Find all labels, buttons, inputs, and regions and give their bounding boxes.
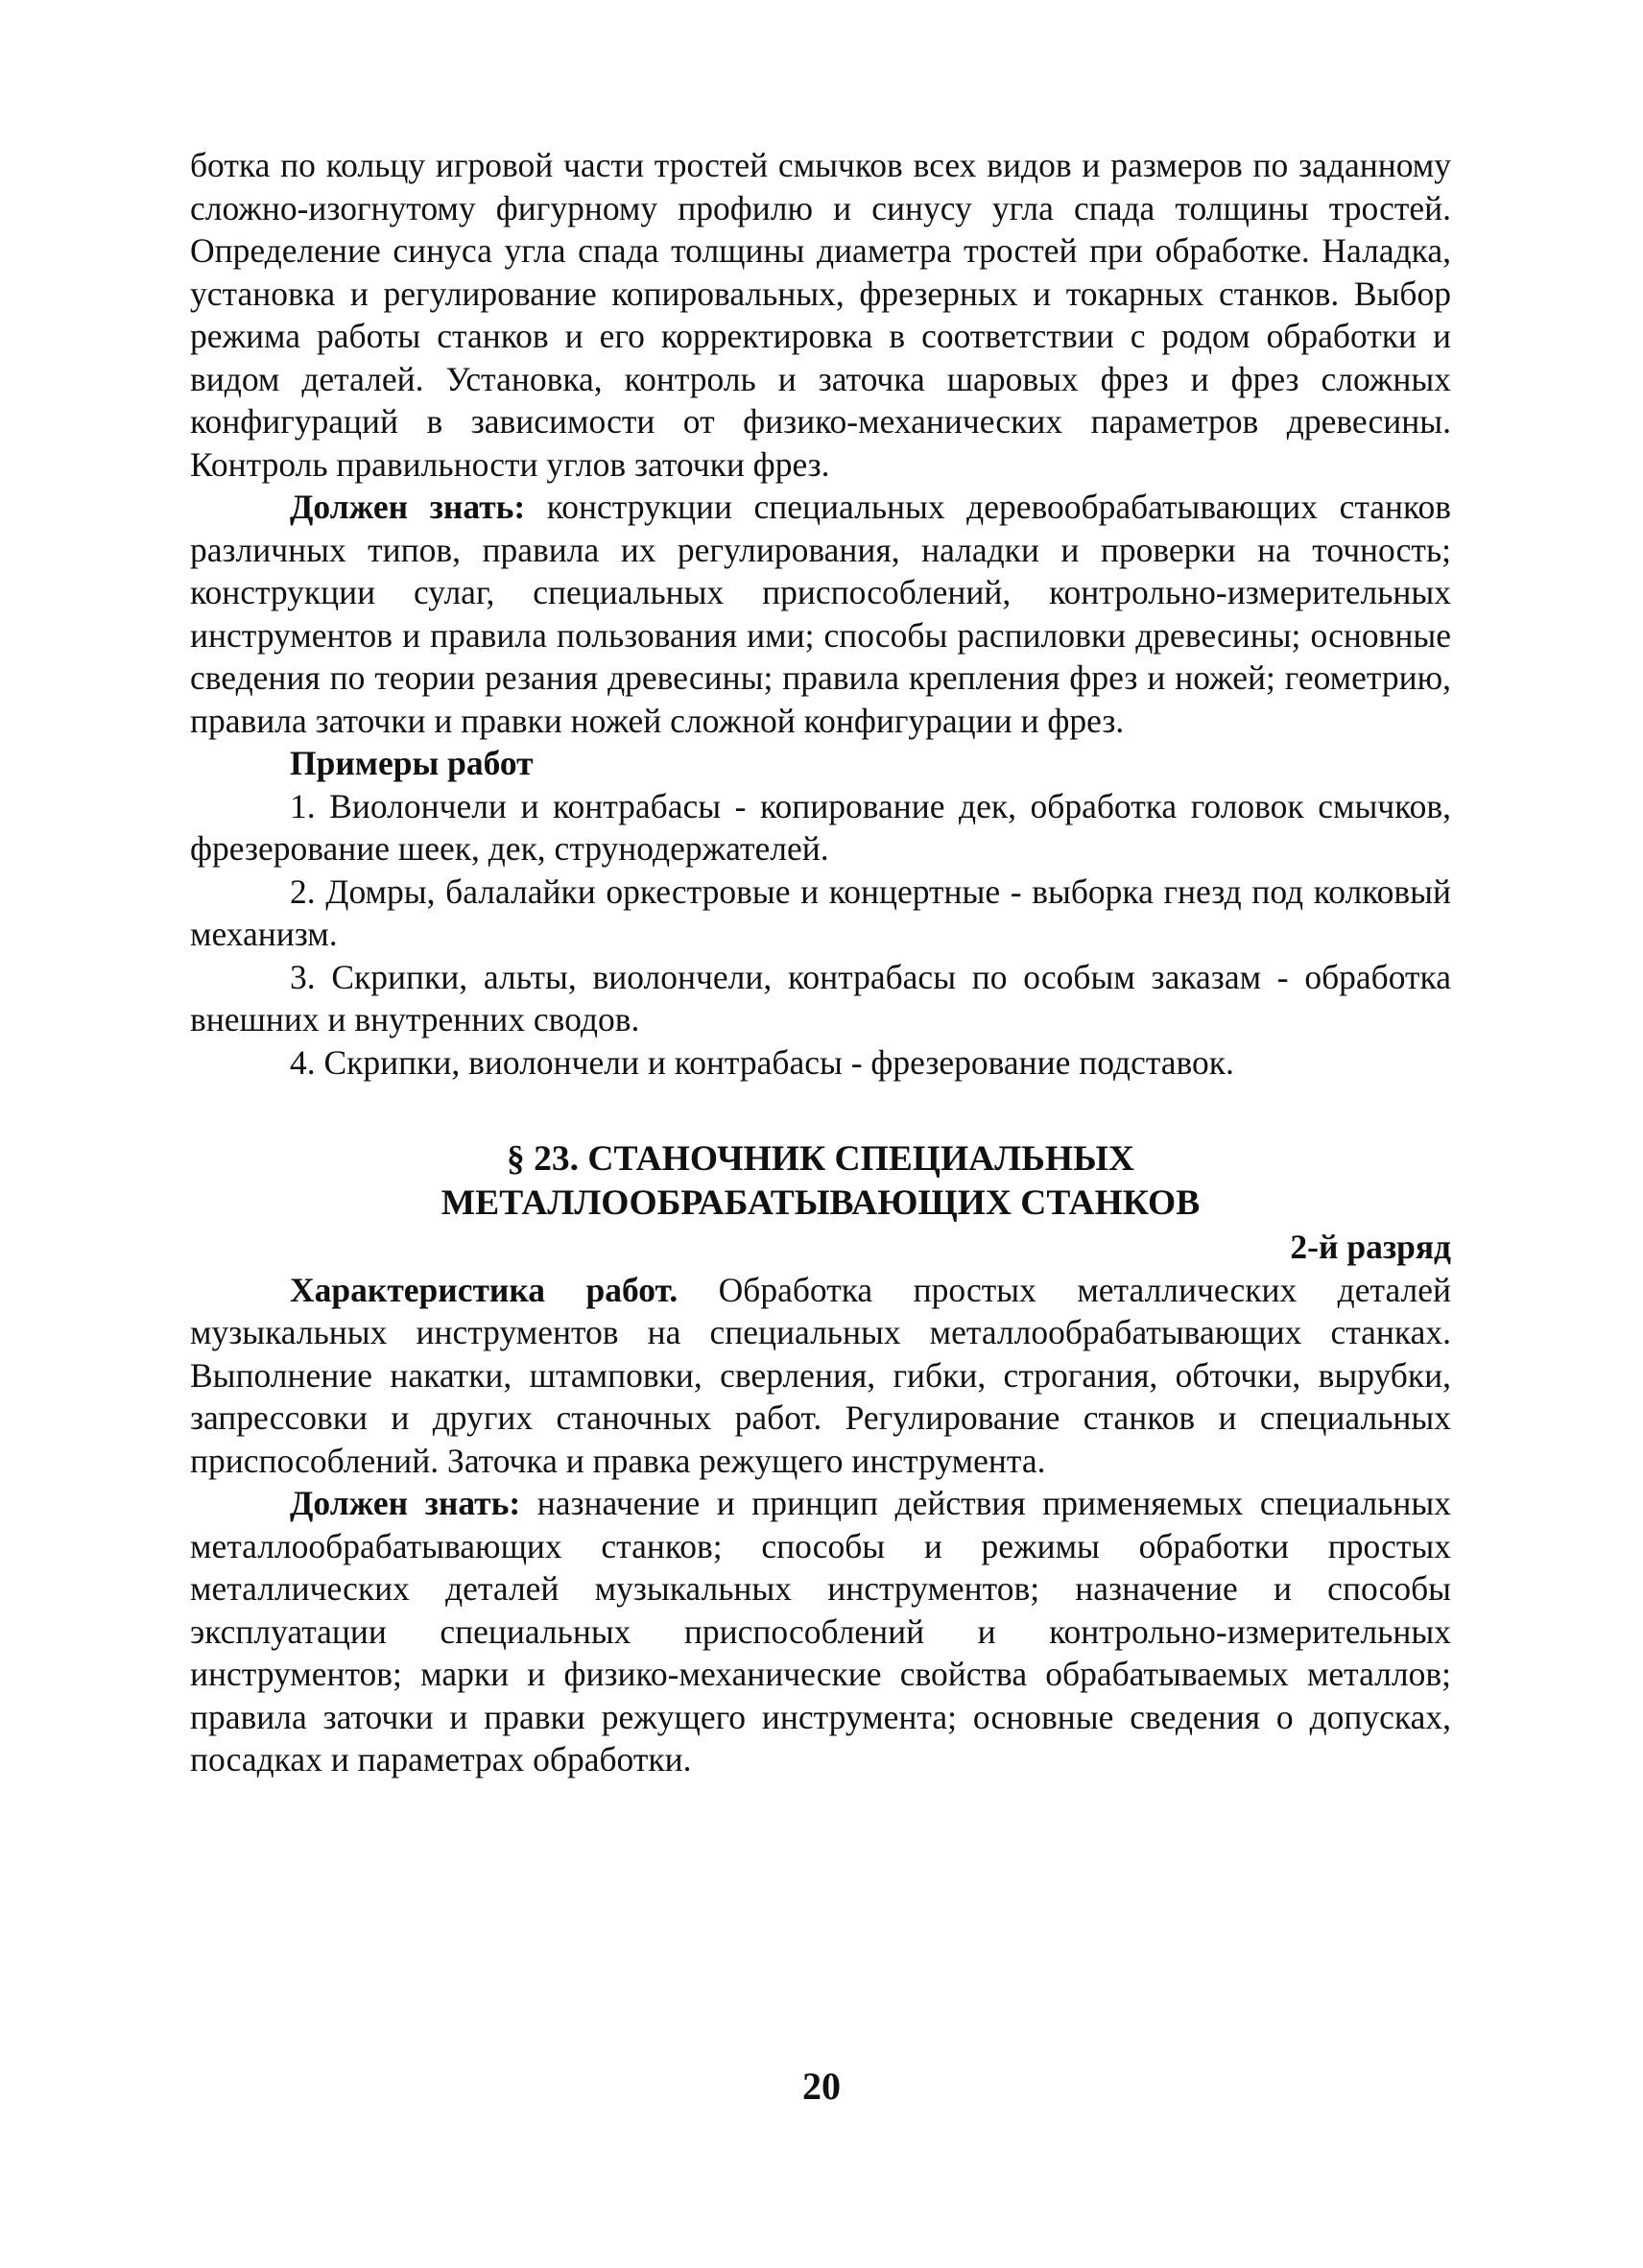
knowledge-label-2: Должен знать: [290, 1484, 521, 1522]
knowledge-label-1: Должен знать: [290, 488, 526, 526]
knowledge-paragraph-2 [190, 1482, 1451, 1781]
section-title-line-2: МЕТАЛЛООБРАБАТЫВАЮЩИХ СТАНКОВ [441, 1183, 1201, 1223]
example-item-4: 4. Скрипки, виолончели и контрабасы - фрезерование подставок. [290, 1042, 1234, 1082]
characteristics-paragraph [190, 1269, 1451, 1483]
knowledge-paragraph-1 [190, 486, 1451, 742]
page-body [190, 144, 1451, 1781]
page-number: 20 [802, 2065, 841, 2108]
section-title-line-1: § 23. СТАНОЧНИК СПЕЦИАЛЬНЫХ [507, 1139, 1134, 1179]
examples-heading: Примеры работ [290, 744, 534, 782]
continuation-paragraph: ботка по кольцу игровой части тростей смычков всех видов и размеров по заданному сложно-изогнутому фигурному профилю и синусу угла спада толщины тростей. Определение синуса угла спада толщины диаметра тростей при обработке. Наладка, установка и регулирование копировальных, фрезерных и токарных станков. Выбор режима работы станков и его корректировка в соответствии с родом обработки и видом деталей. Установка, контроль и заточка шаровых фрез и фрез сложных конфигураций в зависимости от физико-механических параметров древесины. Контроль правильности углов заточки фрез. [190, 146, 1451, 484]
characteristics-label: Характеристика работ. [290, 1270, 679, 1309]
knowledge-text-1: конструкции специальных деревообрабатывающих станков различных типов, правила их регулирования, наладки и проверки на точность; конструкции сулаг, специальных приспособлений, контрольно-измерительных инструментов и правила пользования ими; способы распиловки древесины; основные сведения по теории резания древесины; правила крепления фрез и ножей; геометрию, правила заточки и правки ножей сложной конфигурации и фрез. [190, 488, 1451, 740]
example-item-1: 1. Виолончели и контрабасы - копирование дек, обработка головок смычков, фрезерование шеек, дек, струнодержателей. [190, 786, 1451, 868]
section-title [190, 1137, 1451, 1226]
example-item-3: 3. Скрипки, альты, виолончели, контрабасы по особым заказам - обработка внешних и внутренних сводов. [190, 957, 1451, 1039]
example-item-2: 2. Домры, балалайки оркестровые и концертные - выборка гнезд под колковый механизм. [190, 871, 1451, 953]
knowledge-text-2: назначение и принцип действия применяемых специальных металлообрабатывающих станков; способы и режимы обработки простых металлических деталей музыкальных инструментов; назначение и способы эксплуатации специальных приспособлений и контрольно-измерительных инструментов; марки и физико-механические свойства обрабатываемых металлов; правила заточки и правки режущего инструмента; основные сведения о допусках, посадках и параметрах обработки. [190, 1484, 1451, 1779]
grade-label: 2-й разряд [1290, 1228, 1451, 1266]
characteristics-text: Обработка простых металлических деталей музыкальных инструментов на специальных металлообрабатывающих станках. Выполнение накатки, штамповки, сверления, гибки, строгания, обточки, вырубки, запрессовки и других станочных работ. Регулирование станков и специальных приспособлений. Заточка и правка режущего инструмента. [190, 1270, 1451, 1480]
